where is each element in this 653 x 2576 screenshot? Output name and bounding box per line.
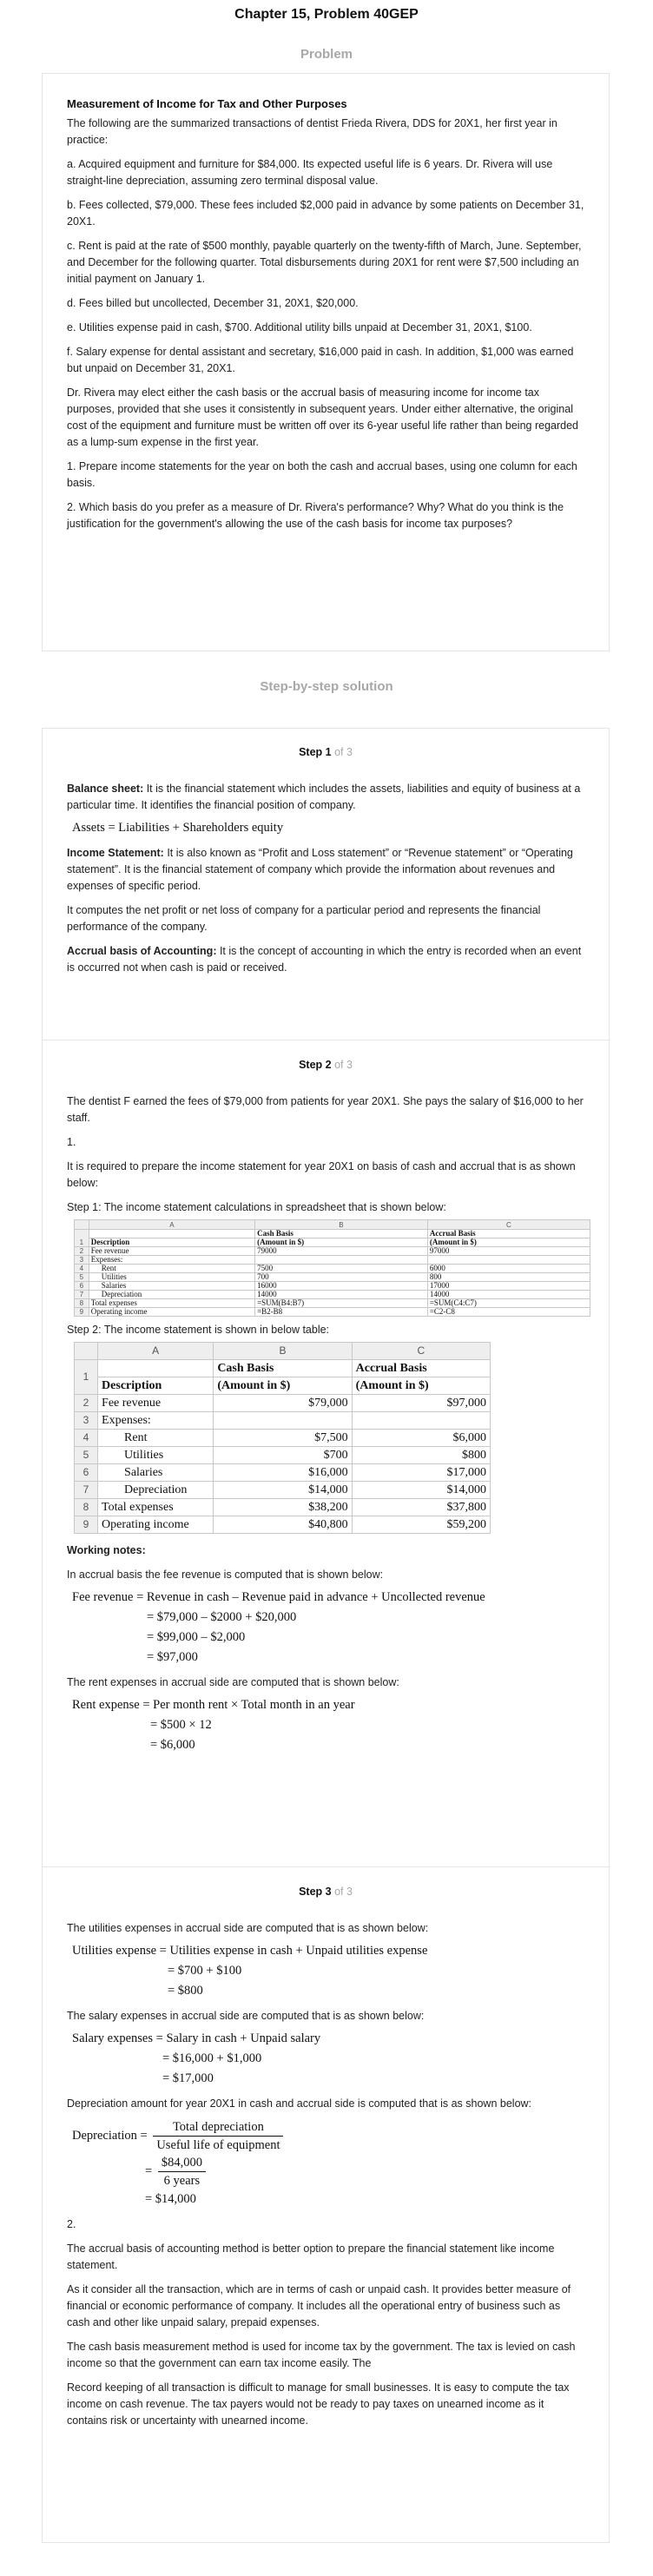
part-2-label: 2. bbox=[67, 2218, 76, 2230]
step-3-heading: Step 3 of 3 bbox=[299, 1886, 353, 1898]
problem-paragraph: f. Salary expense for dental assistant and secretary, $16,000 paid in cash. In addition, $1,000 was earned but unpaid on December 31, 20X1. bbox=[67, 346, 574, 374]
table-row: 3 Expenses: bbox=[75, 1412, 491, 1430]
solution-card bbox=[42, 728, 610, 2543]
problem-paragraph: d. Fees billed but uncollected, December 31, 20X1, $20,000. bbox=[67, 297, 359, 309]
income-statement-table bbox=[74, 1342, 491, 1534]
conclusion-paragraph: The accrual basis of accounting method is better option to prepare the financial statement like income statement. bbox=[67, 2242, 555, 2271]
sheet-col-header: A bbox=[89, 1220, 254, 1230]
conclusion-paragraph: Record keeping of all transaction is difficult to manage for small businesses. It is easy to compute the tax income on cash revenue. The tax payers would not be ready to pay taxes on unearned income as it contains risk or uncertainty with unearned income. bbox=[67, 2381, 570, 2427]
conclusion-paragraph: As it consider all the transaction, which are in terms of cash or unpaid cash. It provides better measure of financial or economic performance of company. It includes all the operational entry of business such as cash and other like unpaid salary, prepaid expenses. bbox=[67, 2283, 571, 2328]
income-statement-detail: It computes the net profit or net loss of company for a particular period and represents the financial performance of the company. bbox=[67, 904, 541, 933]
sheet-col-header: A bbox=[98, 1343, 214, 1360]
problem-paragraph: a. Acquired equipment and furniture for $84,000. Its expected useful life is 6 years. Dr. Rivera will use straight-line depreciation, assuming zero terminal disposal value. bbox=[67, 158, 553, 187]
sheet-row: 2 Fee revenue 79000 97000 bbox=[75, 1247, 590, 1256]
formula-spreadsheet bbox=[74, 1219, 590, 1317]
problem-paragraph: b. Fees collected, $79,000. These fees included $2,000 paid in advance by some patients on December 31, 20X1. bbox=[67, 199, 584, 228]
step-1-heading: Step 1 of 3 bbox=[299, 746, 353, 758]
rent-calc: Rent expense = Per month rent × Total month in an year = $500 × 12 = $6,000 bbox=[72, 1698, 355, 1752]
problem-card bbox=[42, 73, 610, 651]
table-row: 9 Operating income $40,800 $59,200 bbox=[75, 1516, 491, 1534]
problem-title: Measurement of Income for Tax and Other Purposes bbox=[67, 97, 347, 110]
step-1 bbox=[43, 737, 609, 984]
balance-sheet-definition: Balance sheet: It is the financial statement which includes the assets, liabilities and equity of business at a particular time. It identifies the financial position of company. bbox=[67, 783, 581, 811]
problem-paragraph: 2. Which basis do you prefer as a measure of Dr. Rivera's performance? Why? What do you think is the justification for the government's allowing the use of the cash basis for income tax purposes? bbox=[67, 501, 564, 530]
utilities-intro: The utilities expenses in accrual side are computed that is as shown below: bbox=[67, 1922, 429, 1934]
salary-intro: The salary expenses in accrual side are computed that is as shown below: bbox=[67, 2010, 425, 2022]
sheet-corner bbox=[75, 1220, 89, 1230]
step-divider bbox=[43, 1866, 609, 1867]
part-1-label: 1. bbox=[67, 1136, 76, 1148]
accounting-equation: Assets = Liabilities + Shareholders equity bbox=[72, 821, 284, 835]
spreadsheet-caption: Step 1: The income statement calculations in spreadsheet that is shown below: bbox=[67, 1201, 446, 1213]
income-table-caption: Step 2: The income statement is shown in below table: bbox=[67, 1324, 330, 1336]
sheet-col-header: B bbox=[214, 1343, 352, 1360]
sheet-row: 1 Cash Basis Accrual Basis bbox=[75, 1230, 590, 1238]
accrual-definition: Accrual basis of Accounting: It is the concept of accounting in which the entry is recorded when an event is occurred not when cash is paid or received. bbox=[67, 945, 582, 974]
depreciation-intro: Depreciation amount for year 20X1 in cash and accrual side is computed that is as shown below: bbox=[67, 2097, 532, 2110]
salary-calc: Salary expenses = Salary in cash + Unpaid salary = $16,000 + $1,000 = $17,000 bbox=[72, 2031, 321, 2085]
sheet-col-header: C bbox=[427, 1220, 590, 1230]
conclusion-paragraph: The cash basis measurement method is used for income tax by the government. The tax is levied on cash income so that the government can earn tax income easily. The bbox=[67, 2341, 576, 2369]
sheet-row: 3 Expenses: bbox=[75, 1256, 590, 1265]
sheet-row: 7 Depreciation 14000 14000 bbox=[75, 1291, 590, 1299]
problem-paragraph: c. Rent is paid at the rate of $500 monthly, payable quarterly on the twenty-fifth of March, June. September, and December for the following quarter. Total disbursements during 20X1 for rent were $7,500 including an initial payment on January 1. bbox=[67, 240, 582, 285]
income-statement-definition: Income Statement: It is also known as “Profit and Loss statement” or “Revenue statement” or “Operating statement”. It is the financial statement of company which provide the information about revenues and expenses of specific period. bbox=[67, 847, 573, 892]
utilities-calc: Utilities expense = Utilities expense in cash + Unpaid utilities expense = $700 + $100 = $800 bbox=[72, 1944, 428, 1998]
table-row: 5 Utilities $700 $800 bbox=[75, 1447, 491, 1464]
table-row: 6 Salaries $16,000 $17,000 bbox=[75, 1464, 491, 1482]
sheet-row: 5 Utilities 700 800 bbox=[75, 1273, 590, 1282]
step-3 bbox=[43, 1877, 609, 2437]
table-row: 1 Cash Basis Accrual Basis bbox=[75, 1360, 491, 1377]
step-2-intro: The dentist F earned the fees of $79,000 from patients for year 20X1. She pays the salary of $16,000 to her staff. bbox=[67, 1095, 584, 1124]
problem-label: Problem bbox=[300, 47, 353, 62]
sheet-row: 8 Total expenses =SUM(B4:B7) =SUM(C4:C7) bbox=[75, 1299, 590, 1308]
problem-paragraph: e. Utilities expense paid in cash, $700. Additional utility bills unpaid at December 31, 20X1, $100. bbox=[67, 321, 532, 334]
sheet-col-header: B bbox=[255, 1220, 428, 1230]
working-notes-title: Working notes: bbox=[67, 1544, 146, 1556]
table-row: 7 Depreciation $14,000 $14,000 bbox=[75, 1482, 491, 1499]
rent-intro: The rent expenses in accrual side are computed that is shown below: bbox=[67, 1676, 399, 1688]
table-row: 4 Rent $7,500 $6,000 bbox=[75, 1430, 491, 1447]
step-2-heading: Step 2 of 3 bbox=[299, 1059, 353, 1071]
fee-revenue-calc: Fee revenue = Revenue in cash – Revenue paid in advance + Uncollected revenue = $79,000 – $2000 + $20,000 = $99,000 – $2,000 = $97,000 bbox=[72, 1590, 485, 1664]
sheet-row: 6 Salaries 16000 17000 bbox=[75, 1282, 590, 1291]
table-row: Description (Amount in $) (Amount in $) bbox=[75, 1377, 491, 1395]
solution-label: Step-by-step solution bbox=[260, 679, 393, 694]
page-title: Chapter 15, Problem 40GEP bbox=[234, 7, 419, 22]
sheet-row: Description (Amount in $) (Amount in $) bbox=[75, 1238, 590, 1247]
problem-paragraph: Dr. Rivera may elect either the cash basis or the accrual basis of measuring income for income tax purposes, provided that she uses it consistently in subsequent years. Under either alternative, the original cost of the equipment and furniture must be written off over its 6-year useful life rather than being regarded as a lump-sum expense in the first year. bbox=[67, 386, 578, 448]
sheet-row: 9 Operating income =B2-B8 =C2-C8 bbox=[75, 1308, 590, 1317]
problem-paragraph: 1. Prepare income statements for the year on both the cash and accrual bases, using one column for each basis. bbox=[67, 460, 577, 489]
sheet-col-header: C bbox=[352, 1343, 490, 1360]
problem-paragraph: The following are the summarized transactions of dentist Frieda Rivera, DDS for 20X1, her first year in practice: bbox=[67, 117, 557, 146]
fee-revenue-intro: In accrual basis the fee revenue is computed that is shown below: bbox=[67, 1569, 384, 1581]
sheet-corner bbox=[75, 1343, 98, 1360]
required-text: It is required to prepare the income statement for year 20X1 on basis of cash and accrual that is as shown below: bbox=[67, 1160, 576, 1189]
table-row: 2 Fee revenue $79,000 $97,000 bbox=[75, 1395, 491, 1412]
step-2 bbox=[43, 1050, 609, 1762]
table-row: 8 Total expenses $38,200 $37,800 bbox=[75, 1499, 491, 1516]
depreciation-calc: Depreciation = $\frac{\text{Total depreciation}}{\text{Useful life of equipment}}$ = $\frac{\$84,000}{\text{6 years}}$ = $14,000 bbox=[72, 2118, 584, 2209]
sheet-row: 4 Rent 7500 6000 bbox=[75, 1265, 590, 1273]
